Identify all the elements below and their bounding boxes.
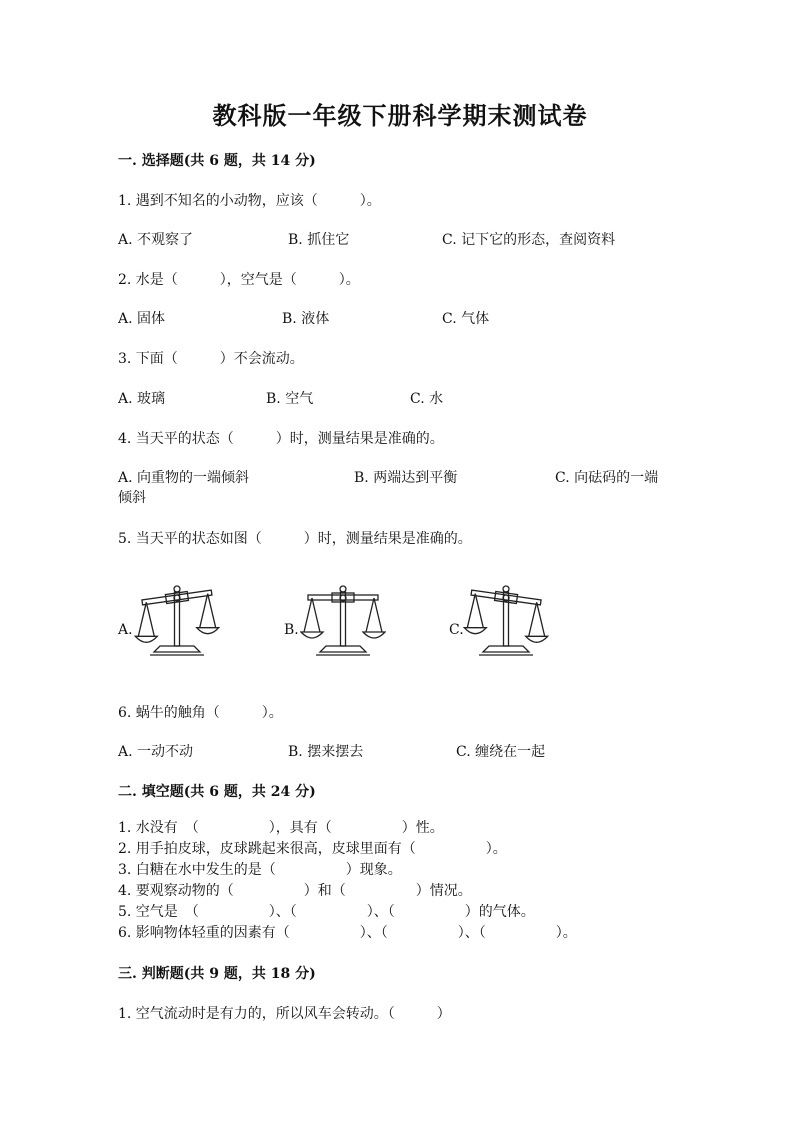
fill-item-4: 4. 要观察动物的（ ）和（ ）情况。 <box>118 883 472 899</box>
fill-item-2: 2. 用手拍皮球，皮球跳起来很高，皮球里面有（ ）。 <box>118 841 507 857</box>
q2-option-a: A. 固体 <box>118 311 166 327</box>
question-1-1: 1. 遇到不知名的小动物，应该（ ）。 <box>118 193 381 209</box>
q5-option-c-label: C. <box>449 622 464 638</box>
q4-option-a: A. 向重物的一端倾斜 <box>118 470 250 486</box>
section-3-heading: 三. 判断题(共 9 题，共 18 分) <box>118 966 316 982</box>
section-1-heading: 一. 选择题(共 6 题，共 14 分) <box>118 153 316 169</box>
balance-scale-a-image <box>134 582 220 660</box>
question-3-1: 1. 空气流动时是有力的，所以风车会转动。（ ） <box>118 1006 451 1022</box>
q2-option-c: C. 气体 <box>442 311 490 327</box>
fill-item-6: 6. 影响物体轻重的因素有（ ）、（ ）、（ ）。 <box>118 925 577 941</box>
fill-item-5: 5. 空气是 （ ）、（ ）、（ ）的气体。 <box>118 904 535 920</box>
q1-option-c: C. 记下它的形态，查阅资料 <box>442 232 616 248</box>
question-1-4: 4. 当天平的状态（ ）时，测量结果是准确的。 <box>118 431 444 447</box>
balance-scale-c-image <box>463 582 549 660</box>
balance-scale-b-image <box>300 582 386 660</box>
fill-item-3: 3. 白糖在水中发生的是（ ）现象。 <box>118 862 402 878</box>
page-title: 教科版一年级下册科学期末测试卷 <box>212 101 588 130</box>
q2-option-b: B. 液体 <box>282 311 330 327</box>
section-2-heading: 二. 填空题(共 6 题，共 24 分) <box>118 784 316 800</box>
question-1-6: 6. 蜗牛的触角（ ）。 <box>118 705 283 721</box>
question-1-2: 2. 水是（ ），空气是（ ）。 <box>118 272 360 288</box>
question-1-5: 5. 当天平的状态如图（ ）时，测量结果是准确的。 <box>118 531 472 547</box>
question-1-3: 3. 下面（ ）不会流动。 <box>118 351 304 367</box>
q6-option-a: A. 一动不动 <box>118 744 194 760</box>
q6-option-c: C. 缠绕在一起 <box>456 744 546 760</box>
q4-option-b: B. 两端达到平衡 <box>354 470 458 486</box>
q5-option-b-label: B. <box>284 622 299 638</box>
q4-option-c-cont: 倾斜 <box>118 490 146 506</box>
q5-option-a-label: A. <box>118 622 133 638</box>
q3-option-b: B. 空气 <box>266 391 314 407</box>
q4-option-c: C. 向砝码的一端 <box>555 470 659 486</box>
fill-item-1: 1. 水没有 （ ），具有（ ）性。 <box>118 820 444 836</box>
q3-option-a: A. 玻璃 <box>118 391 166 407</box>
q6-option-b: B. 摆来摆去 <box>288 744 364 760</box>
fill-in-list <box>118 818 577 944</box>
q1-option-a: A. 不观察了 <box>118 232 194 248</box>
q3-option-c: C. 水 <box>410 391 444 407</box>
q1-option-b: B. 抓住它 <box>288 232 350 248</box>
